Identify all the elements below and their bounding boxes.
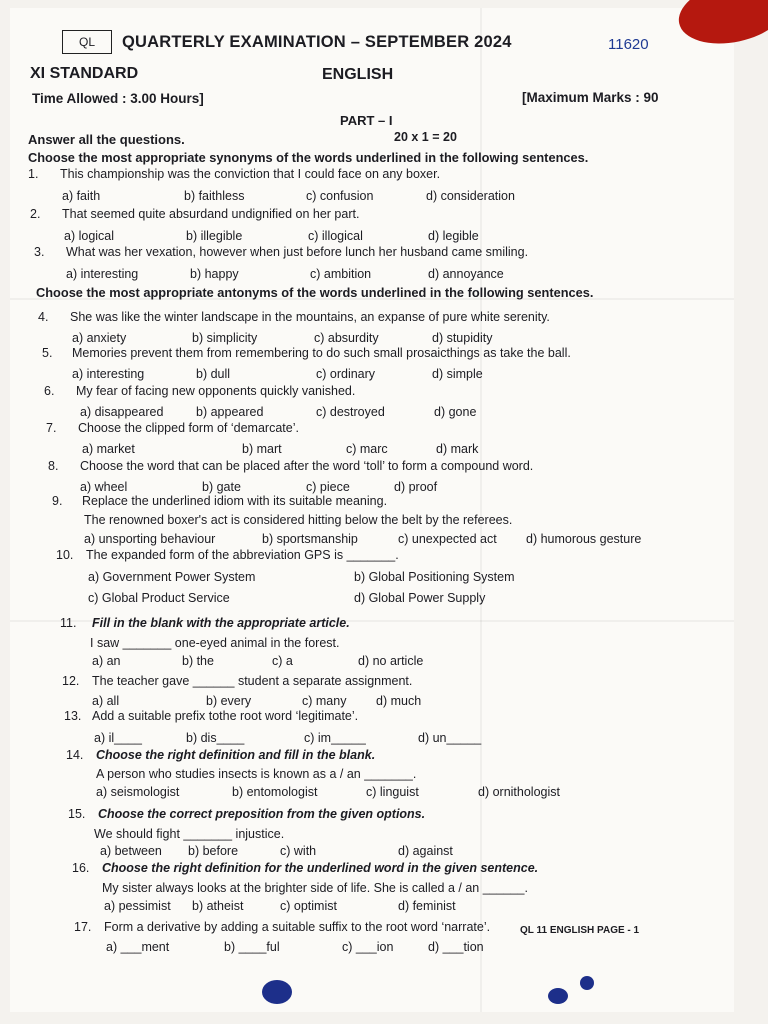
answer-option: c) many xyxy=(302,694,347,708)
answer-option: b) atheist xyxy=(192,899,244,913)
answer-option: a) pessimist xyxy=(104,899,171,913)
answer-option: b) illegible xyxy=(186,229,243,243)
question-1 xyxy=(0,167,720,207)
answer-option: a) between xyxy=(100,844,162,858)
question-number: 6. xyxy=(44,384,55,398)
question-stem: This championship was the conviction that I could face on any boxer. xyxy=(60,167,441,181)
question-number: 5. xyxy=(42,346,53,360)
answer-option: b) sportsmanship xyxy=(262,532,358,546)
question-stem: Choose the clipped form of ‘demarcate’. xyxy=(78,421,299,435)
answer-option: a) market xyxy=(82,442,135,456)
answer-option: b) ____ful xyxy=(224,940,280,954)
answer-option: a) all xyxy=(92,694,120,708)
question-number: 11. xyxy=(60,616,77,630)
answer-option: d) much xyxy=(376,694,422,708)
ink-blot xyxy=(262,980,292,1004)
question-stem: My fear of facing new opponents quickly vanished. xyxy=(76,384,356,398)
answer-option: a) logical xyxy=(64,229,115,243)
question-3 xyxy=(0,245,720,285)
question-stem: The expanded form of the abbreviation GPS is _______. xyxy=(86,548,399,562)
question-number: 16. xyxy=(72,861,90,875)
answer-option: a) ___ment xyxy=(106,940,170,954)
answer-option: b) simplicity xyxy=(192,331,258,345)
answer-option: b) before xyxy=(188,844,239,858)
answer-option: c) illogical xyxy=(308,229,363,243)
answer-option: a) Government Power System xyxy=(88,570,256,584)
answer-option: a) unsporting behaviour xyxy=(84,532,216,546)
section-heading-antonyms: Choose the most appropriate antonyms of the words underlined in the following sentences. xyxy=(36,285,594,300)
answer-option: a) anxiety xyxy=(72,331,127,345)
answer-option: c) destroyed xyxy=(316,405,385,419)
question-stem: Form a derivative by adding a suitable suffix to the root word ‘narrate’. xyxy=(104,920,491,934)
question-stem: What was her vexation, however when just before lunch her husband came smiling. xyxy=(66,245,529,259)
answer-option: d) legible xyxy=(428,229,479,243)
question-number: 12. xyxy=(62,674,80,688)
answer-option: a) il____ xyxy=(94,731,142,745)
part-heading: PART – I xyxy=(340,113,393,128)
answer-option: b) dull xyxy=(196,367,231,381)
code-box: QL xyxy=(62,30,112,54)
question-number: 2. xyxy=(30,207,41,221)
question-12 xyxy=(0,674,720,714)
question-6 xyxy=(0,384,720,424)
answer-option: a) an xyxy=(92,654,121,668)
question-13 xyxy=(0,709,720,749)
question-11 xyxy=(0,616,720,668)
answer-option: c) ambition xyxy=(310,267,372,281)
answer-option: d) no article xyxy=(358,654,424,668)
question-stem: Choose the right definition for the underlined word in the given sentence. xyxy=(102,861,539,875)
answer-option: c) with xyxy=(280,844,317,858)
answer-option: b) gate xyxy=(202,480,241,494)
question-stem: Choose the correct preposition from the given options. xyxy=(98,807,426,821)
answer-option: d) humorous gesture xyxy=(526,532,642,546)
answer-option: c) piece xyxy=(306,480,350,494)
answer-option: a) seismologist xyxy=(96,785,180,799)
question-number: 14. xyxy=(66,748,84,762)
question-stem: The teacher gave ______ student a separate assignment. xyxy=(92,674,413,688)
answer-option: c) im_____ xyxy=(304,731,366,745)
question-10 xyxy=(0,548,720,605)
exam-title: QUARTERLY EXAMINATION – SEPTEMBER 2024 xyxy=(122,33,512,51)
answer-option: b) appeared xyxy=(196,405,264,419)
question-stem: She was like the winter landscape in the mountains, an expanse of pure white serenity. xyxy=(70,310,550,324)
answer-option: c) marc xyxy=(346,442,388,456)
instruction: Answer all the questions. xyxy=(28,132,185,147)
scoring: 20 x 1 = 20 xyxy=(394,130,457,144)
answer-option: d) annoyance xyxy=(428,267,504,281)
ink-blot xyxy=(548,988,568,1004)
answer-option: b) mart xyxy=(242,442,282,456)
question-stem: Choose the right definition and fill in the blank. xyxy=(96,748,376,762)
answer-option: c) optimist xyxy=(280,899,337,913)
question-sentence: We should fight _______ injustice. xyxy=(94,827,285,841)
answer-option: d) un_____ xyxy=(418,731,482,745)
question-5 xyxy=(0,346,720,386)
answer-option: c) confusion xyxy=(306,189,374,203)
question-7 xyxy=(0,421,720,461)
question-15 xyxy=(0,807,720,858)
question-stem: Replace the underlined idiom with its suitable meaning. xyxy=(82,494,388,508)
question-number: 17. xyxy=(74,920,92,934)
answer-option: c) ___ion xyxy=(342,940,394,954)
answer-option: d) against xyxy=(398,844,453,858)
answer-option: c) linguist xyxy=(366,785,419,799)
answer-option: a) interesting xyxy=(66,267,139,281)
answer-option: c) unexpected act xyxy=(398,532,497,546)
answer-option: d) gone xyxy=(434,405,477,419)
question-number: 10. xyxy=(56,548,74,562)
question-number: 15. xyxy=(68,807,86,821)
answer-option: c) ordinary xyxy=(316,367,376,381)
handwritten-code: 11620 xyxy=(608,36,649,53)
maximum-marks: [Maximum Marks : 90 xyxy=(522,90,659,105)
question-sentence: A person who studies insects is known as a / an _______. xyxy=(96,767,417,781)
answer-option: c) absurdity xyxy=(314,331,379,345)
question-sentence: My sister always looks at the brighter side of life. She is called a / an ______. xyxy=(102,881,528,895)
question-16 xyxy=(0,861,720,913)
answer-option: d) consideration xyxy=(426,189,515,203)
answer-option: b) happy xyxy=(190,267,239,281)
time-allowed: Time Allowed : 3.00 Hours] xyxy=(32,91,204,106)
question-stem: Add a suitable prefix tothe root word ‘legitimate’. xyxy=(92,709,359,723)
question-9 xyxy=(0,494,720,546)
answer-option: a) wheel xyxy=(80,480,128,494)
section-heading-synonyms: Choose the most appropriate synonyms of the words underlined in the following sentences. xyxy=(28,150,589,165)
question-14 xyxy=(0,748,720,799)
answer-option: b) the xyxy=(182,654,214,668)
question-number: 7. xyxy=(46,421,57,435)
answer-option: d) proof xyxy=(394,480,438,494)
ink-blot xyxy=(580,976,594,990)
question-number: 3. xyxy=(34,245,45,259)
answer-option: d) Global Power Supply xyxy=(354,591,486,605)
answer-option: c) Global Product Service xyxy=(88,591,230,605)
answer-option: d) feminist xyxy=(398,899,456,913)
answer-option: a) faith xyxy=(62,189,101,203)
answer-option: a) disappeared xyxy=(80,405,164,419)
question-2 xyxy=(0,207,720,247)
question-8 xyxy=(0,459,720,499)
question-sentence: I saw _______ one-eyed animal in the forest. xyxy=(90,636,340,650)
answer-option: b) every xyxy=(206,694,252,708)
question-number: 13. xyxy=(64,709,82,723)
question-stem: Fill in the blank with the appropriate article. xyxy=(92,616,350,630)
answer-option: b) Global Positioning System xyxy=(354,570,515,584)
page-footer: QL 11 ENGLISH PAGE - 1 xyxy=(520,925,640,936)
answer-option: d) mark xyxy=(436,442,479,456)
question-stem: That seemed quite absurdand undignified on her part. xyxy=(62,207,360,221)
answer-option: d) ornithologist xyxy=(478,785,560,799)
question-number: 9. xyxy=(52,494,63,508)
answer-option: b) faithless xyxy=(184,189,245,203)
question-sentence: The renowned boxer's act is considered hitting below the belt by the referees. xyxy=(84,513,513,527)
answer-option: d) simple xyxy=(432,367,483,381)
question-number: 4. xyxy=(38,310,49,324)
subject-label: ENGLISH xyxy=(322,66,394,83)
question-4 xyxy=(0,310,720,350)
answer-option: c) a xyxy=(272,654,293,668)
answer-option: b) dis____ xyxy=(186,731,245,745)
question-number: 8. xyxy=(48,459,59,473)
question-stem: Memories prevent them from remembering to do such small prosaicthings as take the ball. xyxy=(72,346,571,360)
answer-option: d) ___tion xyxy=(428,940,484,954)
question-number: 1. xyxy=(28,167,39,181)
answer-option: b) entomologist xyxy=(232,785,318,799)
standard-label: XI STANDARD xyxy=(30,65,139,82)
answer-option: d) stupidity xyxy=(432,331,493,345)
question-stem: Choose the word that can be placed after the word ‘toll’ to form a compound word. xyxy=(80,459,534,473)
answer-option: a) interesting xyxy=(72,367,145,381)
